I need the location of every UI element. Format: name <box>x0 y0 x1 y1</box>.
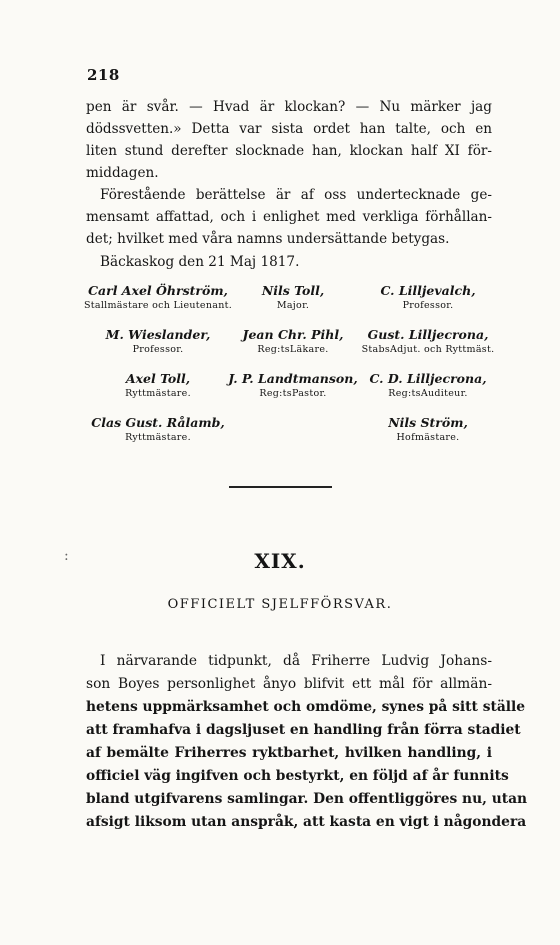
signatory-title: Stallmästare och Lieutenant. <box>83 300 233 311</box>
page-number: 218 <box>87 66 120 84</box>
signature <box>348 327 508 357</box>
signatory-name: C. Lilljevalch, <box>380 283 476 298</box>
signature-row <box>78 283 508 327</box>
signatory-title: Professor. <box>402 300 454 311</box>
chapter-numeral: XIX. <box>254 549 306 573</box>
signature <box>348 371 508 401</box>
text-line: det; hvilket med våra namns undersättande betygas. <box>86 231 450 247</box>
signature <box>228 327 358 357</box>
text-line: middagen. <box>86 165 159 181</box>
text-line: Förestående berättelse är af oss undertecknade ge- <box>100 187 492 203</box>
text-line: liten stund derefter slocknade han, klockan half XI för- <box>86 143 492 159</box>
text-line: officiel väg ingifven och bestyrkt, en följd af år funnits <box>86 768 509 784</box>
signatory-title: Major. <box>276 300 310 311</box>
signatory-title: Ryttmästare. <box>125 432 191 443</box>
signature <box>78 415 238 445</box>
signature <box>78 371 238 401</box>
text-line: afsigt liksom utan anspråk, att kasta en vigt i någondera <box>86 814 527 830</box>
signatory-title: Professor. <box>132 344 184 355</box>
section-divider <box>229 486 332 488</box>
signature-row <box>78 415 508 459</box>
signature <box>348 415 508 445</box>
signature <box>228 283 358 313</box>
text-line: pen är svår. — Hvad är klockan? — Nu märker jag <box>86 99 492 115</box>
signatory-name: J. P. Landtmanson, <box>228 371 358 386</box>
text-line: bland utgifvarens samlingar. Den offentliggöres nu, utan <box>86 791 528 807</box>
signatory-name: Axel Toll, <box>125 371 191 386</box>
signatory-title: Reg:tsPastor. <box>259 388 327 399</box>
paragraph-attestation <box>86 184 492 250</box>
chapter-title: OFFICIELT SJELFFÖRSVAR. <box>167 597 393 612</box>
text-line: af bemälte Friherres ryktbarhet, hvilken handling, i <box>86 745 492 761</box>
text-line: mensamt affattad, och i enlighet med verkliga förhållan- <box>86 209 492 225</box>
signatory-name: Nils Ström, <box>388 415 468 430</box>
signature <box>78 327 238 357</box>
signature-block <box>78 283 508 459</box>
signatory-name: Nils Toll, <box>261 283 325 298</box>
text-line: dödssvetten.» Detta var sista ordet han talte, och en <box>86 121 492 137</box>
text-line: att framhafva i dagsljuset en handling från förra stadiet <box>86 722 521 738</box>
paragraph-chapter-opening <box>86 650 528 834</box>
signatory-name: Clas Gust. Rålamb, <box>91 415 225 430</box>
signatory-title: Hofmästare. <box>396 432 460 443</box>
signature <box>78 283 238 313</box>
signatory-name: Gust. Lilljecrona, <box>367 327 489 342</box>
signature-row <box>78 371 508 415</box>
signature-row <box>78 327 508 371</box>
signatory-title: Ryttmästare. <box>125 388 191 399</box>
paragraph-closing-narrative <box>86 96 492 184</box>
signatory-name: C. D. Lilljecrona, <box>369 371 487 386</box>
signature <box>228 371 358 401</box>
signatory-title: Reg:tsAuditeur. <box>388 388 468 399</box>
signature <box>348 283 508 313</box>
signatory-name: Carl Axel Öhrström, <box>88 283 228 298</box>
text-line: son Boyes personlighet ånyo blifvit ett mål för allmän- <box>86 676 492 692</box>
signatory-title: Reg:tsLäkare. <box>257 344 329 355</box>
signatory-name: Jean Chr. Pihl, <box>242 327 344 342</box>
margin-mark: : <box>64 548 69 564</box>
text-line: hetens uppmärksamhet och omdöme, synes på sitt ställe <box>86 699 526 715</box>
text-line: I närvarande tidpunkt, då Friherre Ludvig Johans- <box>100 653 492 669</box>
dateline: Bäckaskog den 21 Maj 1817. <box>100 254 300 270</box>
signatory-title: StabsAdjut. och Ryttmäst. <box>361 344 495 355</box>
signatory-name: M. Wieslander, <box>105 327 211 342</box>
